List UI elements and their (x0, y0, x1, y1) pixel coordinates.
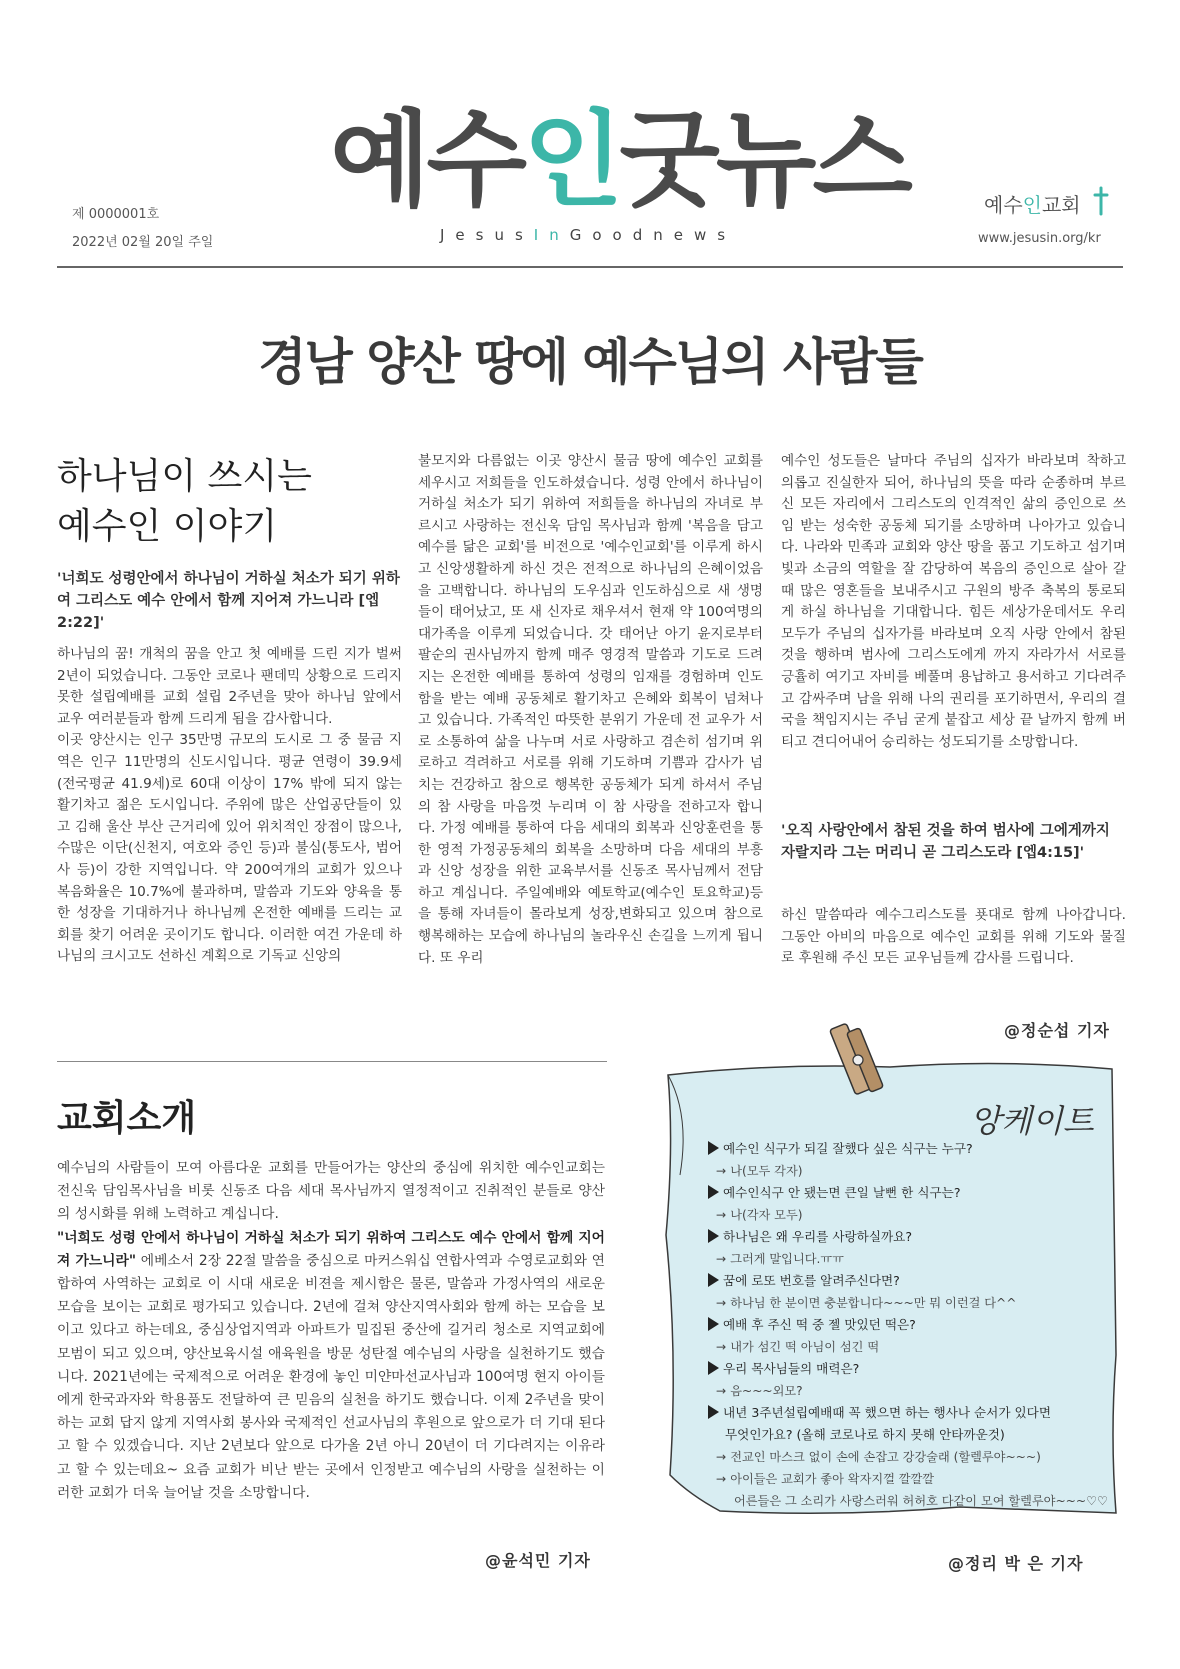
article-column-2: 불모지와 다름없는 이곳 양산시 물금 땅에 예수인 교회를 세우시고 저희들을 인도하셨습니다. 성령 안에서 하나님이 거하실 처소가 되기 위하여 저희들을 하나님의 자녀로 부르시고 사랑하는 전신욱 담임 목사님과 함께 '복음을 담고 예수를 닮은 교회'를 비전으로 '예수인교회'를 이루게 하시고 신앙생활하게 하신 것은 전적으로 하나님의 은혜이었음을 고백합니다. 하나님의 도우심과 인도하심으로 새 생명들이 태어났고, 또 새 신자로 채우셔서 현재 약 100여명의 대가족을 이루게 되었습니다. 갓 태어난 아기 윤지로부터 팔순의 권사님까지 함께 매주 영경적 말씀과 기도로 드려지는 온전한 예배를 통하여 성령의 임재를 경험하며 인도함을 받는 예배 공동체로 활기차고 은혜와 회복이 넘쳐나고 있습니다. 가족적인 따뜻한 분위기 가운데 전 교우가 서로 소통하여 삶을 나누며 서로 사랑하고 겸손히 섬기며 위로하고 격려하고 서로를 위해 기도하며 기쁨과 감사가 넘치는 건강하고 참으로 행복한 공동체가 되게 하셔서 주님의 참 사랑을 마음껏 누리며 이 참 사랑을 전하고자 합니다. 가정 예배를 통하여 다음 세대의 회복과 신앙훈련을 통한 영적 가정공동체의 회복을 소망하며 다음 세대의 부흥과 신앙 성장을 위한 교육부서를 신동조 목사님께서 전담하고 계십니다. 주일예배와 예토학교(예수인 토요학교)등을 통해 자녀들이 몰라보게 성장,변화되고 있으며 참으로 행복해하는 모습에 하나님의 놀라우신 손길을 느끼게 됩니다. 또 우리 (418, 453, 763, 966)
arrow-right-icon: → (716, 1384, 727, 1398)
question-text: 하나님은 왜 우리를 사랑하실까요? (723, 1229, 913, 1244)
bold-quote: "너희도 성령 안에서 하나님이 거하실 처소가 되기 위하여 그리스도 예수 안에서 함께 지어져 가느니라" (57, 1229, 605, 1269)
survey-answer (708, 1292, 1118, 1314)
survey-item (708, 1402, 1118, 1512)
survey-item (708, 1314, 1118, 1358)
survey-answer (708, 1160, 1118, 1182)
triangle-bullet-icon (708, 1361, 719, 1375)
arrow-right-icon: → (716, 1296, 727, 1310)
survey-item (708, 1226, 1118, 1270)
brand-part: 예수 (984, 193, 1023, 217)
survey-answer (708, 1468, 1118, 1490)
survey-question (708, 1358, 1118, 1380)
answer-text: 그러게 말입니다.ㅠㅠ (730, 1252, 844, 1266)
survey-title: 앙케이트 (970, 1102, 1094, 1140)
survey-answer: 어른들은 그 소리가 사랑스러워 허허호 다같이 모여 할렐루야~~~♡♡ (734, 1494, 1108, 1508)
brand-part: 교회 (1041, 193, 1081, 217)
closing-paragraph: 하신 말씀따라 예수그리스도를 푯대로 함께 나아갑니다. 그동안 아비의 마음으로 예수인 교회를 위해 기도와 물질로 후원해 주신 모든 교우님들께 감사를 드립니다. (781, 907, 1126, 967)
survey-answer (708, 1336, 1118, 1358)
subtitle-part: Jesus (440, 226, 534, 244)
masthead-logo (330, 99, 909, 221)
header-divider (57, 266, 1123, 268)
page-headline: 경남 양산 땅에 예수님의 사람들 (258, 333, 922, 391)
paragraph: 예수님의 사람들이 모여 아름다운 교회를 만들어가는 양산의 중심에 위치한 예수인교회는 전신욱 담임목사님을 비롯 신동조 다음 세대 목사님까지 열정적이고 진취적인 분들로 양산의 성시화를 위해 노력하고 계십니다. (57, 1160, 605, 1223)
answer-text: 전교인 마스크 없이 손에 손잡고 강강술래 (할렐루야~~~) (730, 1450, 1041, 1464)
question-text: 내년 3주년설립예배때 꼭 했으면 하는 행사나 순서가 있다면 (723, 1405, 1052, 1420)
survey-question (708, 1138, 1118, 1160)
clothespin-icon (828, 1018, 898, 1108)
survey-question (708, 1270, 1118, 1292)
question-text: 예수인 식구가 되길 잘했다 싶은 식구는 누구? (723, 1141, 973, 1156)
survey-answer (708, 1248, 1118, 1270)
arrow-right-icon: → (716, 1252, 727, 1266)
cross-icon (1089, 186, 1113, 216)
survey-qa-list (708, 1138, 1118, 1512)
paragraph: 하나님의 꿈! 개척의 꿈을 안고 첫 예배를 드린 지가 벌써 2년이 되었습니다. 그동안 코로나 팬데믹 상황으로 드리지 못한 설립예배를 교회 설립 2주년을 맞아 하나님 앞에서 교우 여러분들과 함께 드리게 됨을 감사합니다. (57, 646, 402, 727)
issue-number: 제 0000001호 (72, 207, 160, 222)
title-line: 하나님이 쓰시는 (57, 456, 312, 497)
survey-answer (708, 1446, 1118, 1468)
logo-part: 예수 (330, 99, 523, 221)
subtitle-accent: In (533, 226, 570, 244)
answer-text: 음~~~외모? (730, 1384, 803, 1398)
triangle-bullet-icon (708, 1141, 719, 1155)
question-text: 예배 후 주신 떡 중 젤 맛있던 떡은? (723, 1317, 916, 1332)
arrow-right-icon: → (716, 1450, 727, 1464)
survey-item (708, 1270, 1118, 1314)
paragraph: 이곳 양산시는 인구 35만명 규모의 도시로 그 중 물금 지역은 인구 11만명의 신도시입니다. 평균 연령이 39.9세(전국평균 41.9세)로 60대 이상이 17% 밖에 되지 않는 활기차고 젊은 도시입니다. 주위에 많은 산업공단들이 있고 김해 울산 부산 근거리에 있어 위치적인 장점이 많으나, 수많은 이단(신천지, 여호와 증인 등)과 불심(통도사, 범어사 등)이 강한 지역입니다. 약 200여개의 교회가 있으나 복음화율은 10.7%에 불과하며, 말씀과 기도와 양육을 통한 성장을 기대하거나 하나님께 온전한 예배를 드리는 교회를 찾기 어려운 곳이기도 합니다. 이러한 여건 가운데 하나님의 크시고도 선하신 계획으로 기독교 신앙의 (57, 732, 402, 965)
reporter-byline: @윤석민 기자 (485, 1551, 591, 1570)
survey-question-cont: 무엇인가요? (올해 코로나로 하지 못해 안타까운것) (725, 1427, 1005, 1442)
church-intro-article (57, 1157, 605, 1505)
section-divider (57, 1061, 607, 1062)
logo-accent: 인 (522, 99, 620, 221)
triangle-bullet-icon (708, 1273, 719, 1287)
answer-text: 내가 섬긴 떡 아님이 섬긴 떡 (730, 1340, 880, 1354)
survey-question (708, 1226, 1118, 1248)
arrow-right-icon: → (716, 1472, 727, 1486)
church-brand (984, 186, 1114, 220)
triangle-bullet-icon (708, 1405, 719, 1419)
question-text: 예수인식구 안 됐는면 큰일 날뻔 한 식구는? (723, 1185, 961, 1200)
article-column-3: 예수인 성도들은 날마다 주님의 십자가 바라보며 착하고 의롭고 진실한자 되어, 하나님의 뜻을 따라 순종하며 부르신 모든 자리에서 그리스도의 인격적인 삶의 증인으로 쓰임 받는 성숙한 공동체 되기를 소망하며 나아가고 있습니다. 나라와 민족과 교회와 양산 땅을 품고 기도하고 섬기며 빛과 소금의 역할을 잘 감당하여 복음의 증인으로 살아 갈 때 많은 영혼들을 보내주시고 구원의 방주 축복의 통로되게 하실 하나님을 기대합니다. 힘든 세상가운데서도 우리 모두가 주님의 십자가를 바라보며 오직 사랑 안에서 참된 것을 행하며 범사에 그리스도에게 까지 자라가서 서로를 긍휼히 여기고 자비를 베풀며 용납하고 용서하고 기다려주고 감싸주며 남을 위해 나의 권리를 포기하면서, 우리의 결국을 책임지시는 주님 굳게 붙잡고 세상 끝 날까지 함께 버티고 견디어내어 승리하는 성도되기를 소망합니다. (781, 453, 1126, 750)
answer-text: 나(모두 각자) (730, 1164, 803, 1178)
triangle-bullet-icon (708, 1229, 719, 1243)
arrow-right-icon: → (716, 1340, 727, 1354)
brand-accent: 인 (1022, 193, 1042, 217)
logo-part: 굿뉴스 (619, 99, 909, 221)
section2-title: 교회소개 (57, 1098, 197, 1139)
issue-date: 2022년 02월 20일 주일 (72, 235, 214, 250)
survey-item (708, 1138, 1118, 1182)
triangle-bullet-icon (708, 1317, 719, 1331)
title-line: 예수인 이야기 (57, 506, 278, 547)
subtitle-part: Goodnews (569, 226, 737, 244)
answer-text: 아이들은 교회가 좋아 왁자지껄 깔깔깔 (730, 1472, 935, 1486)
reporter-byline: @정순섭 기자 (1004, 1021, 1110, 1040)
answer-text: 나(각자 모두) (730, 1208, 803, 1222)
survey-item (708, 1182, 1118, 1226)
masthead-subtitle (440, 226, 736, 244)
article-column-1 (57, 644, 402, 968)
question-text: 꿈에 로또 번호를 알려주신다면? (723, 1273, 900, 1288)
paragraph: 에베소서 2장 22절 말씀을 중심으로 마커스워십 연합사역과 수영로교회와 연합하여 사역하는 교회로 이 시대 새로운 비젼을 제시함은 물론, 말씀과 가정사역의 새로운 모습을 보이는 교회로 평가되고 있습니다. 2년에 걸쳐 양산지역사회와 함께 하는 모습을 보이고 있다고 하는데요, 중심상업지역과 아파트가 밀집된 중산에 길거리 청소로 지역교회에 모범이 되고 있으며, 양산보육시설 애육원을 방문 성탄절 예수님의 사랑을 실천하기도 했습니다. 2021년에는 국제적으로 어려운 환경에 놓인 미얀마선교사님과 100여명 현지 아이들에게 한국과자와 학용품도 전달하여 큰 믿음의 실천을 하기도 했습니다. 이제 2주년을 맞이하는 교회 답지 않게 지역사회 봉사와 국제적인 선교사님의 후원으로 앞으로가 더 기대 된다고 할 수 있겠습니다. 지난 2년보다 앞으로 다가올 2년 아니 20년이 더 기다려지는 이유라고 할 수 있는데요~ 요즘 교회가 비난 받는 곳에서 인정받고 예수님의 사랑을 실천하는 이러한 교회가 더욱 늘어날 것을 소망합니다. (57, 1252, 605, 1501)
arrow-right-icon: → (716, 1164, 727, 1178)
verse-quote: '너희도 성령안에서 하나님이 거하실 처소가 되기 위하여 그리스도 예수 안에서 함께 지어져 가느니라 [엡2:22]' (57, 571, 400, 631)
survey-question (708, 1402, 1118, 1424)
survey-question (708, 1182, 1118, 1204)
section1-title (57, 452, 387, 552)
triangle-bullet-icon (708, 1185, 719, 1199)
answer-text: 하나님 한 분이면 충분합니다~~~만 뭐 이런걸 다^^ (730, 1296, 1017, 1310)
website-url[interactable]: www.jesusin.org/kr (978, 231, 1101, 246)
arrow-right-icon: → (716, 1208, 727, 1222)
survey-answer (708, 1380, 1118, 1402)
verse-quote: '오직 사랑안에서 참된 것을 하여 범사에 그에게까지 자랄지라 그는 머리니 곧 그리스도라 [엡4:15]' (781, 823, 1110, 861)
survey-answer (708, 1204, 1118, 1226)
survey-question (708, 1314, 1118, 1336)
question-text: 우리 목사님들의 매력은? (723, 1361, 860, 1376)
reporter-byline: @정리 박 은 기자 (948, 1554, 1084, 1573)
survey-item (708, 1358, 1118, 1402)
